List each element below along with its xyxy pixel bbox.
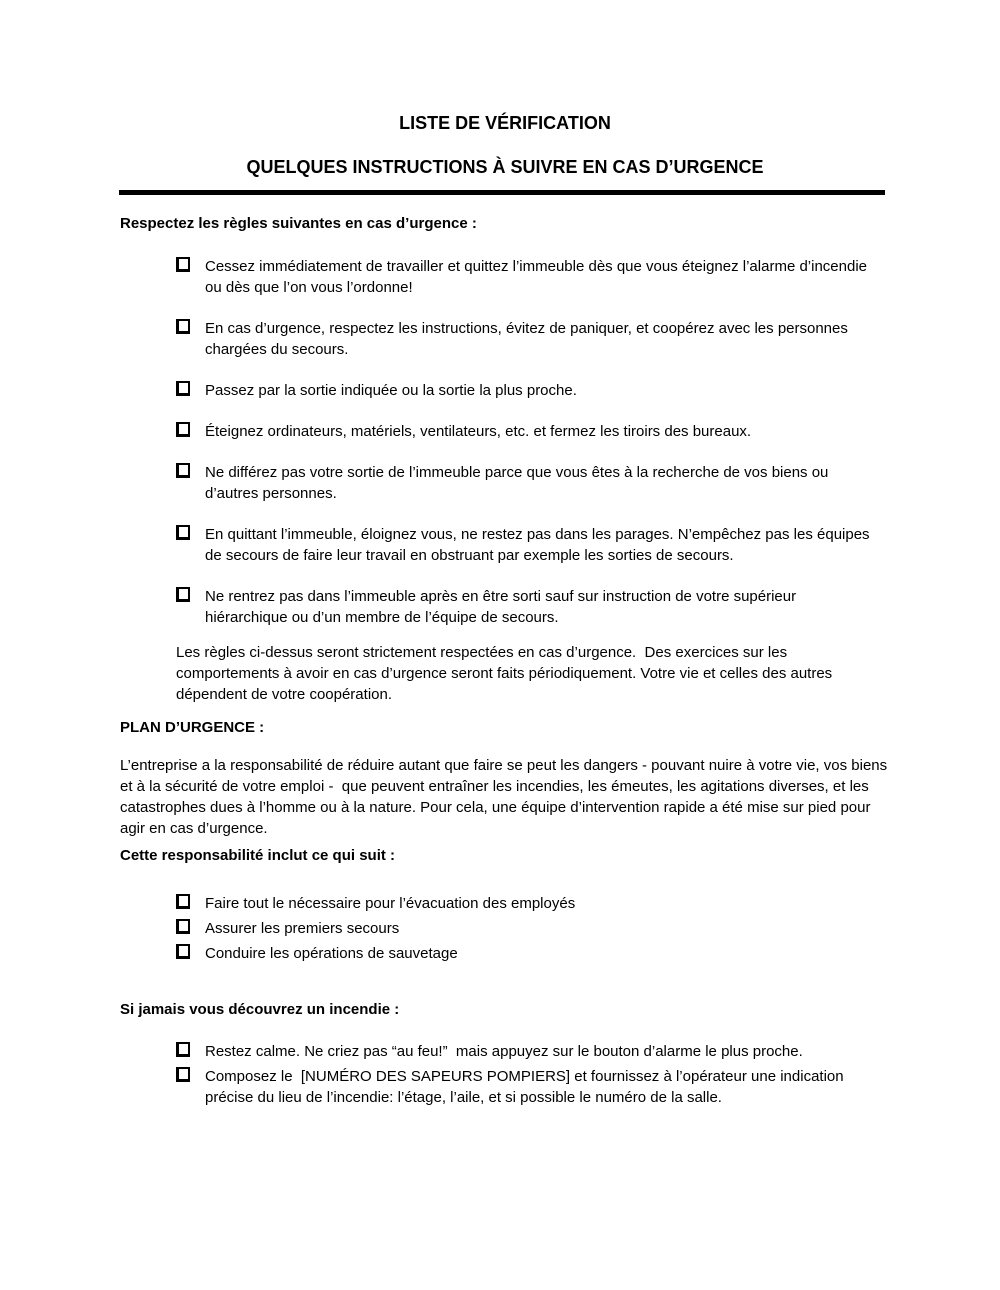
checklist-item xyxy=(120,421,890,442)
checklist-item-text: Passez par la sortie indiquée ou la sortie la plus proche. xyxy=(205,382,577,399)
checklist-item xyxy=(120,1041,890,1062)
checklist-item-text: Conduire les opérations de sauvetage xyxy=(205,945,458,962)
checklist-item xyxy=(120,380,890,401)
document-content xyxy=(120,112,890,1112)
checkbox-icon xyxy=(176,1042,190,1057)
checkbox-icon xyxy=(176,381,190,396)
checklist-item xyxy=(120,318,890,360)
plan-paragraph: L’entreprise a la responsabilité de réduire autant que faire se peut les dangers - pouvant nuire à votre vie, vos biens et à la sécurité de votre emploi - que peuvent entraîner les incendies, les émeutes, les agitations diverses, et les catastrophes dues à l’homme ou à la nature. Pour cela, une équipe d’intervention rapide a été mise sur pied pour agir en cas d’urgence. xyxy=(120,757,892,837)
rules-closing-paragraph: Les règles ci-dessus seront strictement respectées en cas d’urgence. Des exercices sur les comportements à avoir en cas d’urgence seront faits périodiquement. Votre vie et celles des autres dépendent de votre coopération. xyxy=(176,644,837,703)
checklist-item xyxy=(120,943,890,964)
checklist-item-text: Cessez immédiatement de travailler et quittez l’immeuble dès que vous éteignez l’alarme d’incendie ou dès que l’on vous l’ordonne! xyxy=(205,258,872,296)
checklist-item-text: Ne différez pas votre sortie de l’immeuble parce que vous êtes à la recherche de vos biens ou d’autres personnes. xyxy=(205,464,833,502)
checkbox-icon xyxy=(176,944,190,959)
checkbox-icon xyxy=(176,587,190,602)
checklist-item xyxy=(120,256,890,298)
horizontal-rule xyxy=(119,190,885,195)
checkbox-icon xyxy=(176,1067,190,1082)
fire-section-heading: Si jamais vous découvrez un incendie : xyxy=(120,1001,400,1018)
checklist-item xyxy=(120,462,890,504)
checkbox-icon xyxy=(176,319,190,334)
rules-section-heading: Respectez les règles suivantes en cas d’urgence : xyxy=(120,215,477,232)
document-title: LISTE DE VÉRIFICATION xyxy=(399,113,611,133)
checklist-item-text: Ne rentrez pas dans l’immeuble après en être sorti sauf sur instruction de votre supérieur hiérarchique ou d’un membre de l’équipe de secours. xyxy=(205,588,801,626)
checklist-item-text: En quittant l’immeuble, éloignez vous, ne restez pas dans les parages. N’empêchez pas les équipes de secours de faire leur travail en obstruant par exemple les sorties de secours. xyxy=(205,526,874,564)
checklist-item xyxy=(120,1066,890,1108)
checkbox-icon xyxy=(176,422,190,437)
checklist-item xyxy=(120,524,890,566)
checklist-item-text: Composez le [NUMÉRO DES SAPEURS POMPIERS] et fournissez à l’opérateur une indication précise du lieu de l’incendie: l’étage, l’aile, et si possible le numéro de la salle. xyxy=(205,1068,848,1106)
document-subtitle: QUELQUES INSTRUCTIONS À SUIVRE EN CAS D’URGENCE xyxy=(246,157,764,177)
fire-checklist xyxy=(120,1041,890,1108)
checklist-item-text: Éteignez ordinateurs, matériels, ventilateurs, etc. et fermez les tiroirs des bureaux. xyxy=(205,423,752,440)
checklist-item-text: Restez calme. Ne criez pas “au feu!” mais appuyez sur le bouton d’alarme le plus proche. xyxy=(205,1043,803,1060)
checklist-item-text: Faire tout le nécessaire pour l’évacuation des employés xyxy=(205,895,576,912)
checklist-item xyxy=(120,893,890,914)
checkbox-icon xyxy=(176,257,190,272)
responsibility-section-heading: Cette responsabilité inclut ce qui suit : xyxy=(120,847,396,864)
checkbox-icon xyxy=(176,463,190,478)
checklist-item xyxy=(120,918,890,939)
responsibility-checklist xyxy=(120,893,890,964)
rules-checklist xyxy=(120,256,890,628)
checkbox-icon xyxy=(176,919,190,934)
checkbox-icon xyxy=(176,525,190,540)
checkbox-icon xyxy=(176,894,190,909)
plan-section-heading: PLAN D’URGENCE : xyxy=(120,719,265,736)
checklist-item-text: En cas d’urgence, respectez les instructions, évitez de paniquer, et coopérez avec les personnes chargées du secours. xyxy=(205,320,853,358)
checklist-item xyxy=(120,586,890,628)
checklist-item-text: Assurer les premiers secours xyxy=(205,920,400,937)
